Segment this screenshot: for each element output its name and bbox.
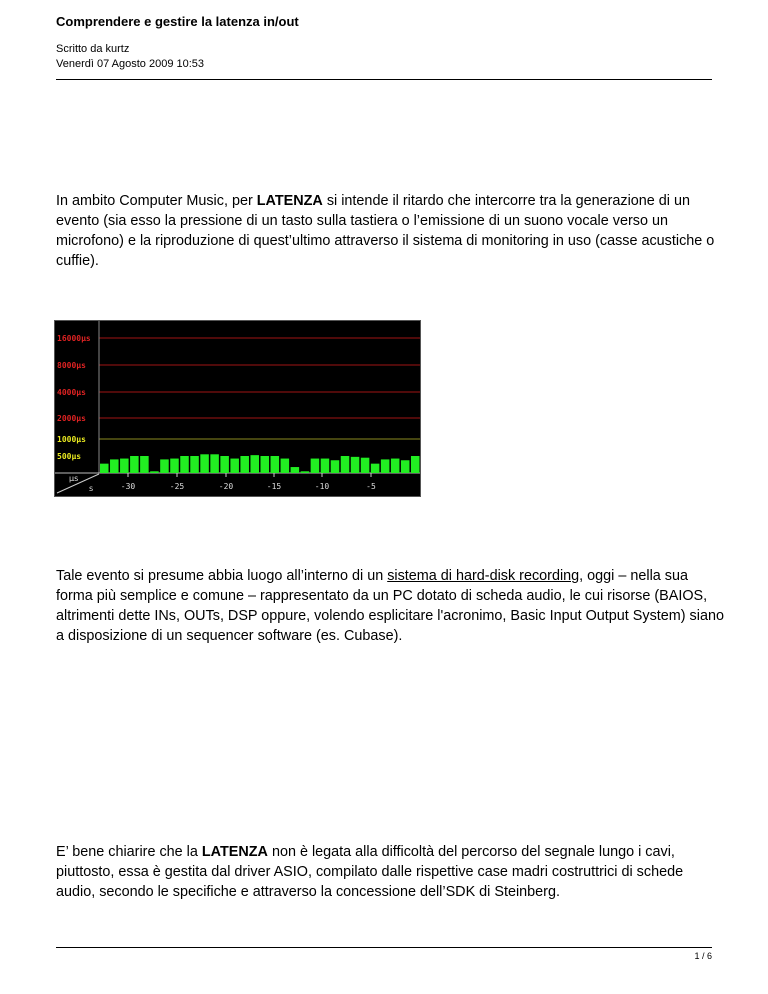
latency-bar (311, 459, 320, 473)
y-axis-label: 1000µs (57, 435, 86, 444)
latency-bar (200, 454, 209, 473)
latency-bar (351, 457, 360, 473)
paragraph-2-text-end: , oggi – nella sua forma più semplice e comune – rappresentato da un PC dotato di scheda audio, le cui risorse (BAIOS, altrimenti dette INs, OUTs, DSP oppure, volendo esplicitare l'acronimo, Basic Input Output System) siano a disposizione di un sequencer software (es. Cubase). (56, 568, 724, 644)
latency-bar (381, 459, 390, 473)
paragraph-3-text: E’ bene chiarire che la (56, 844, 202, 860)
latency-meter-image (54, 320, 421, 497)
y-axis-label: 500µs (57, 452, 82, 461)
paragraph-1-text-end: si intende il ritardo che intercorre tra la generazione di un evento (sia esso la pressione di un tasto sulla tastiera o l’emissione di un suono vocale verso un microfono) e la riproduzione di quest’ultimo attraverso il sistema di monitoring in uso (casse acustiche o cuffie). (56, 193, 715, 269)
document-header (56, 14, 712, 72)
paragraph-1 (56, 191, 726, 271)
latenza-bold: LATENZA (256, 193, 323, 209)
paragraph-3-text-end: non è legata alla difficoltà del percorso del segnale lungo i cavi, piuttosto, essa è gestita dal driver ASIO, compilato dalle rispettive case madri costruttrici di schede audio, secondo le specifiche e attraverso la concessione dell’SDK di Steinberg. (56, 844, 684, 900)
x-tick-label: -30 (120, 482, 136, 491)
footer-divider (56, 947, 712, 948)
date-line: Venerdì 07 Agosto 2009 10:53 (56, 58, 205, 70)
y-axis-label: 16000µs (57, 334, 91, 343)
latency-bar (130, 456, 139, 473)
page-number: 1 / 6 (694, 951, 712, 961)
latency-bar (261, 456, 270, 473)
y-axis-label: 8000µs (57, 361, 86, 370)
latency-bar (140, 456, 149, 473)
y-axis-label: 4000µs (57, 388, 86, 397)
x-tick-label: -20 (218, 482, 234, 491)
axis-corner-bottom-label: s (89, 484, 94, 493)
latency-bar (271, 456, 280, 473)
latency-bar (331, 460, 340, 473)
latenza-bold-2: LATENZA (201, 844, 268, 860)
latency-bar (371, 464, 380, 473)
x-tick-label: -5 (366, 482, 376, 491)
hard-disk-recording-link[interactable]: sistema di hard-disk recording (387, 568, 580, 584)
author-line: Scritto da kurtz (56, 43, 130, 55)
latency-bar (391, 459, 400, 473)
latency-bar (170, 459, 179, 473)
latency-bar (150, 471, 159, 473)
latency-bar (401, 460, 410, 473)
latency-bar (120, 459, 129, 473)
latency-bar (110, 459, 119, 473)
paragraph-2-text: Tale evento si presume abbia luogo all’interno di un (56, 568, 388, 584)
axis-corner-top-label: µs (69, 474, 79, 483)
y-axis-label: 2000µs (57, 414, 86, 423)
document-meta (56, 42, 712, 72)
latency-meter-graph (55, 321, 420, 496)
header-divider (56, 79, 712, 80)
latency-bar (210, 454, 219, 473)
latency-bar (190, 456, 199, 473)
latency-bar (411, 456, 420, 473)
latency-bar (160, 459, 169, 473)
x-tick-label: -10 (314, 482, 330, 491)
latency-bar (281, 459, 290, 473)
latency-bar (230, 459, 239, 473)
latency-bar (240, 456, 249, 473)
latency-bar (291, 467, 300, 473)
latency-bar (180, 456, 189, 473)
paragraph-2 (56, 566, 726, 646)
latency-bar (220, 456, 229, 473)
latency-bar (250, 455, 259, 473)
x-tick-label: -15 (266, 482, 282, 491)
latency-bar (321, 459, 330, 473)
latency-bar (100, 464, 109, 473)
latency-bar (301, 471, 310, 473)
latency-bar (361, 458, 370, 473)
latency-bar (341, 456, 350, 473)
document-title: Comprendere e gestire la latenza in/out (56, 14, 299, 29)
paragraph-1-text: In ambito Computer Music, per (56, 193, 257, 209)
paragraph-3 (56, 842, 726, 902)
x-tick-label: -25 (169, 482, 185, 491)
